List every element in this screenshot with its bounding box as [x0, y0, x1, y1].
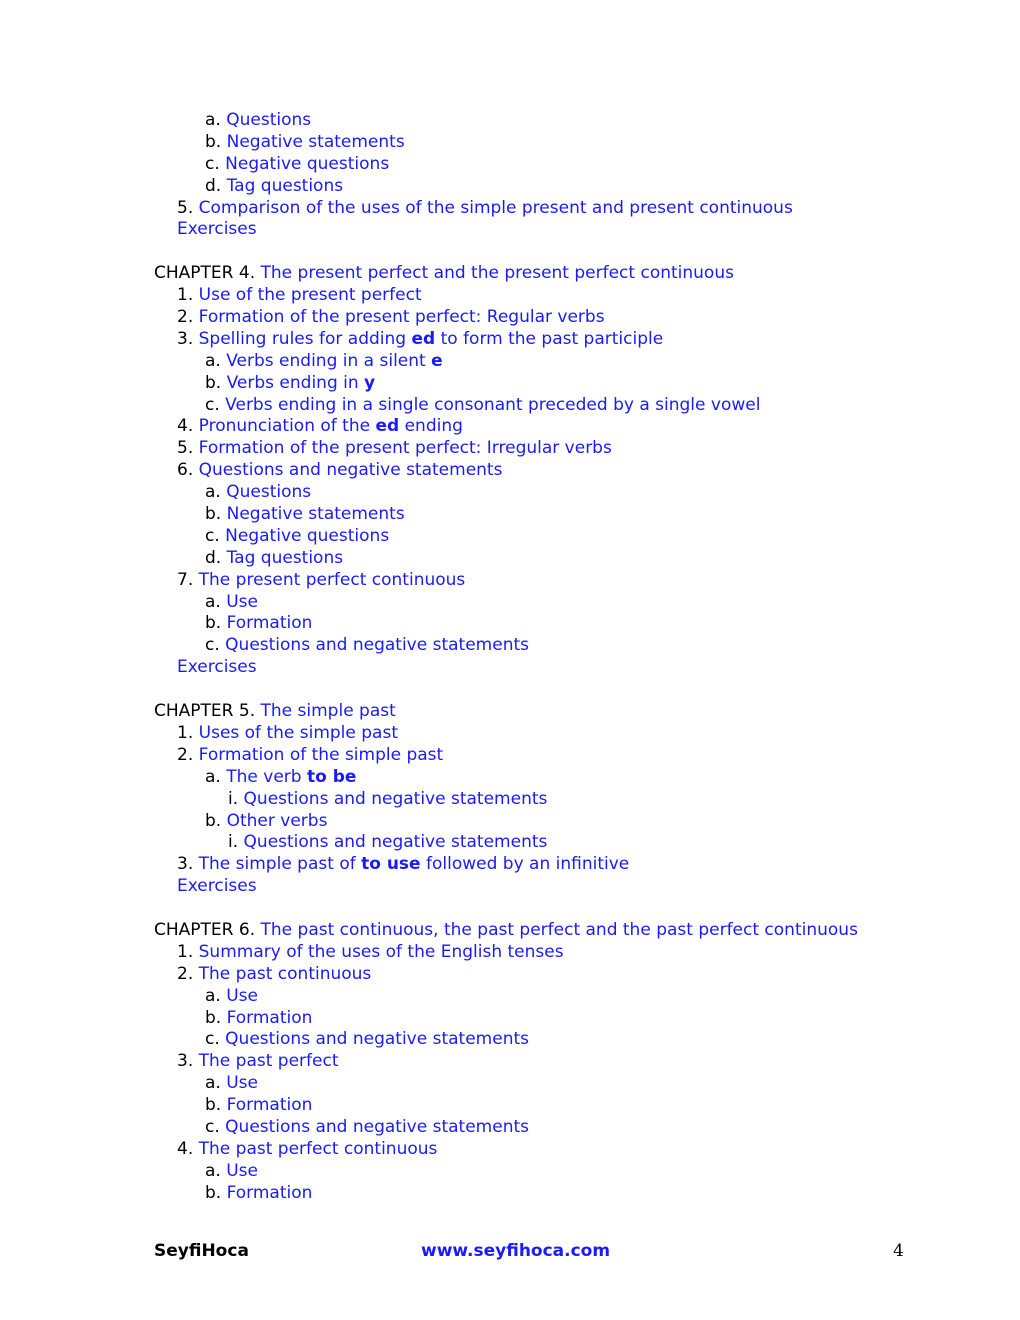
toc-link[interactable] — [227, 548, 344, 568]
toc-entry — [154, 307, 914, 329]
toc-entry — [154, 723, 914, 745]
toc-link-text: The present perfect continuous — [198, 569, 466, 590]
toc-link[interactable] — [177, 219, 257, 239]
toc-link-text: Pronunciation of the — [198, 416, 376, 437]
toc-chapter-heading — [154, 263, 914, 285]
toc-entry — [154, 110, 914, 132]
toc-link[interactable] — [177, 657, 257, 677]
toc-entry — [154, 198, 914, 220]
toc-link-text: Exercises — [177, 876, 257, 897]
toc-link[interactable] — [227, 1008, 313, 1028]
toc-marker: 1. — [177, 941, 194, 962]
toc-marker: b. — [205, 372, 222, 393]
toc-marker: b. — [205, 504, 222, 525]
toc-link-text: Formation of the present perfect: Regular verbs — [198, 307, 605, 328]
toc-marker: 3. — [177, 1051, 194, 1072]
toc-link-text: Questions — [226, 110, 312, 130]
toc-link[interactable] — [225, 395, 760, 415]
toc-link-text: Negative questions — [225, 525, 390, 546]
toc-link[interactable] — [225, 1117, 529, 1137]
toc-link-text: Formation of the simple past — [198, 744, 444, 765]
toc-entry — [154, 635, 914, 657]
toc-link-text: The past perfect continuous — [198, 1138, 438, 1159]
toc-entry — [154, 482, 914, 504]
toc-chapter-heading — [154, 920, 914, 942]
toc-entry — [154, 613, 914, 635]
toc-marker: a. — [205, 350, 221, 371]
toc-link-text: Formation of the present perfect: Irregular verbs — [198, 438, 612, 459]
toc-entry — [154, 1051, 914, 1073]
toc-link-text: Questions and negative statements — [225, 1029, 529, 1050]
toc-link-text: The past continuous — [198, 963, 372, 984]
toc-marker: b. — [205, 131, 222, 152]
toc-link-text: Use of the present perfect — [198, 285, 422, 306]
toc-entry — [154, 373, 914, 395]
toc-link-emphasis: to use — [361, 854, 421, 875]
toc-link-text: Exercises — [177, 657, 257, 678]
page-footer — [0, 1241, 1020, 1265]
toc-link[interactable] — [226, 986, 258, 1006]
toc-link[interactable] — [227, 504, 405, 524]
footer-site-name: SeyfiHoca — [154, 1241, 249, 1261]
toc-link-emphasis: to be — [306, 766, 357, 787]
toc-marker: b. — [205, 1007, 222, 1028]
toc-link[interactable] — [227, 132, 405, 152]
toc-entry — [154, 832, 914, 854]
toc-marker: a. — [205, 1160, 221, 1181]
toc-marker: i. — [228, 832, 239, 853]
toc-link-text: Summary of the uses of the English tenses — [198, 941, 564, 962]
toc-marker: d. — [205, 547, 222, 568]
toc-entry — [154, 1139, 914, 1161]
toc-entry — [154, 285, 914, 307]
toc-link-text: Questions and negative statements — [243, 788, 548, 809]
toc-link[interactable] — [199, 1051, 339, 1071]
toc-link-text: Comparison of the uses of the simple present and present continuous — [198, 197, 793, 218]
toc-marker: a. — [205, 591, 221, 612]
toc-entry — [154, 657, 914, 679]
toc-marker: 4. — [177, 416, 194, 437]
toc-marker: a. — [205, 985, 221, 1006]
toc-link-text: Verbs ending in — [226, 372, 365, 393]
toc-marker: 2. — [177, 307, 194, 328]
toc-link-text: Questions and negative statements — [243, 832, 548, 853]
toc-link[interactable] — [199, 329, 664, 349]
toc-entry — [154, 548, 914, 570]
toc-link-text: Formation — [226, 1095, 313, 1116]
toc-link[interactable] — [226, 1161, 258, 1181]
toc-marker: i. — [228, 788, 239, 809]
toc-entry — [154, 460, 914, 482]
toc-link-text: to form the past participle — [435, 328, 664, 349]
toc-link[interactable] — [225, 1029, 529, 1049]
toc-link-text: The verb — [226, 766, 307, 787]
toc-link[interactable] — [227, 811, 328, 831]
toc-link[interactable] — [261, 920, 858, 940]
toc-entry — [154, 416, 914, 438]
toc-link[interactable] — [226, 351, 442, 371]
toc-entry — [154, 745, 914, 767]
toc-marker: 3. — [177, 854, 194, 875]
toc-link-text: Spelling rules for adding — [198, 328, 412, 349]
toc-link-text: Use — [226, 985, 258, 1006]
toc-entry — [154, 592, 914, 614]
toc-link-text: Questions and negative statements — [225, 635, 529, 656]
toc-entry — [154, 1117, 914, 1139]
toc-marker: a. — [205, 482, 221, 503]
toc-marker: 2. — [177, 744, 194, 765]
toc-link[interactable] — [226, 1073, 258, 1093]
toc-link[interactable] — [225, 154, 389, 174]
toc-link-emphasis: e — [431, 350, 443, 371]
toc-entry — [154, 438, 914, 460]
toc-marker: 1. — [177, 285, 194, 306]
toc-link-text: Uses of the simple past — [198, 722, 399, 743]
toc-marker: 1. — [177, 722, 194, 743]
toc-marker: 4. — [177, 1138, 194, 1159]
toc-entry — [154, 395, 914, 417]
table-of-contents — [154, 110, 914, 1205]
toc-link[interactable] — [199, 964, 372, 984]
toc-link[interactable] — [244, 832, 548, 852]
toc-link-text: followed by an infinitive — [420, 854, 630, 875]
toc-link[interactable] — [244, 789, 548, 809]
toc-entry — [154, 154, 914, 176]
toc-entry — [154, 876, 914, 898]
toc-link-text: Formation — [226, 1007, 313, 1028]
toc-link[interactable] — [226, 110, 311, 130]
toc-marker: 6. — [177, 460, 194, 481]
toc-chapter-heading — [154, 701, 914, 723]
toc-link[interactable] — [227, 373, 376, 393]
toc-marker: c. — [205, 635, 220, 656]
toc-entry — [154, 986, 914, 1008]
toc-link-text: The simple past of — [198, 854, 362, 875]
toc-link[interactable] — [199, 942, 564, 962]
toc-link-emphasis: ed — [375, 416, 400, 437]
toc-link[interactable] — [199, 198, 793, 218]
page-number: 4 — [893, 1241, 904, 1261]
toc-link[interactable] — [199, 570, 466, 590]
toc-entry — [154, 1183, 914, 1205]
toc-marker: 2. — [177, 963, 194, 984]
toc-link-text: Formation — [226, 613, 313, 634]
toc-marker: b. — [205, 1095, 222, 1116]
toc-link[interactable] — [199, 460, 503, 480]
toc-entry — [154, 964, 914, 986]
toc-link[interactable] — [199, 416, 463, 436]
toc-link-text: Use — [226, 1073, 258, 1094]
toc-link-text: The past perfect — [198, 1051, 339, 1072]
toc-link-text: Questions and negative statements — [225, 1116, 529, 1137]
toc-marker: d. — [205, 175, 222, 196]
toc-entry — [154, 1095, 914, 1117]
toc-marker: c. — [205, 394, 220, 415]
toc-marker: 5. — [177, 438, 194, 459]
spacer — [154, 898, 914, 920]
toc-entry — [154, 570, 914, 592]
toc-link[interactable] — [199, 1139, 438, 1159]
toc-marker: c. — [205, 1029, 220, 1050]
toc-link[interactable] — [261, 701, 396, 721]
toc-marker: a. — [205, 766, 221, 787]
toc-link-text: Questions — [226, 482, 312, 503]
toc-link-text: Other verbs — [226, 810, 328, 831]
toc-entry — [154, 811, 914, 833]
toc-entry — [154, 1029, 914, 1051]
spacer — [154, 679, 914, 701]
toc-marker: 3. — [177, 328, 194, 349]
toc-entry — [154, 942, 914, 964]
toc-link[interactable] — [226, 592, 258, 612]
toc-marker: c. — [205, 525, 220, 546]
toc-marker: c. — [205, 1116, 220, 1137]
toc-link[interactable] — [227, 176, 344, 196]
toc-link[interactable] — [226, 482, 311, 502]
toc-marker: a. — [205, 110, 221, 130]
toc-link-emphasis: y — [364, 372, 376, 393]
footer-website-link[interactable]: www.seyfihoca.com — [421, 1241, 611, 1261]
toc-link[interactable] — [261, 263, 734, 283]
toc-link-text: Exercises — [177, 219, 257, 240]
toc-link-text: Questions and negative statements — [198, 460, 503, 481]
toc-link-text: Negative statements — [226, 131, 405, 152]
toc-entry — [154, 351, 914, 373]
toc-marker: 7. — [177, 569, 194, 590]
toc-entry — [154, 854, 914, 876]
toc-link-text: Negative questions — [225, 153, 390, 174]
toc-entry — [154, 1008, 914, 1030]
toc-link-text: The past continuous, the past perfect and the past perfect continuous — [260, 919, 858, 940]
toc-link[interactable] — [227, 1095, 313, 1115]
chapter-label: CHAPTER 6. — [154, 919, 256, 940]
toc-link-text: The present perfect and the present perfect continuous — [260, 263, 734, 284]
toc-link[interactable] — [227, 613, 313, 633]
toc-link-text: Verbs ending in a single consonant preceded by a single vowel — [225, 394, 761, 415]
toc-link[interactable] — [199, 438, 612, 458]
toc-link-text: Tag questions — [226, 175, 344, 196]
toc-link-text: Formation — [226, 1182, 313, 1203]
chapter-label: CHAPTER 4. — [154, 263, 256, 284]
toc-link[interactable] — [199, 854, 630, 874]
toc-link[interactable] — [225, 526, 389, 546]
toc-marker: b. — [205, 810, 222, 831]
toc-link-text: Use — [226, 1160, 258, 1181]
toc-marker: b. — [205, 613, 222, 634]
chapter-label: CHAPTER 5. — [154, 701, 256, 722]
toc-link-text: The simple past — [260, 701, 396, 722]
toc-entry — [154, 1073, 914, 1095]
toc-marker: 5. — [177, 197, 194, 218]
toc-entry — [154, 1161, 914, 1183]
toc-link-text: Tag questions — [226, 547, 344, 568]
toc-entry — [154, 329, 914, 351]
toc-entry — [154, 504, 914, 526]
spacer — [154, 241, 914, 263]
toc-marker: b. — [205, 1182, 222, 1203]
toc-entry — [154, 132, 914, 154]
toc-link-emphasis: ed — [411, 328, 436, 349]
toc-link[interactable] — [199, 285, 422, 305]
toc-entry — [154, 767, 914, 789]
toc-link[interactable] — [199, 745, 444, 765]
toc-link[interactable] — [199, 723, 398, 743]
toc-link[interactable] — [225, 635, 529, 655]
toc-entry — [154, 176, 914, 198]
toc-link-text: Use — [226, 591, 258, 612]
toc-link-text: ending — [399, 416, 463, 437]
toc-link[interactable] — [199, 307, 605, 327]
toc-link-text: Verbs ending in a silent — [226, 350, 432, 371]
toc-link[interactable] — [227, 1183, 313, 1203]
toc-link-text: Negative statements — [226, 504, 405, 525]
toc-entry — [154, 219, 914, 241]
toc-link[interactable] — [177, 876, 257, 896]
toc-link[interactable] — [226, 767, 356, 787]
toc-marker: c. — [205, 153, 220, 174]
toc-marker: a. — [205, 1073, 221, 1094]
toc-entry — [154, 789, 914, 811]
toc-entry — [154, 526, 914, 548]
